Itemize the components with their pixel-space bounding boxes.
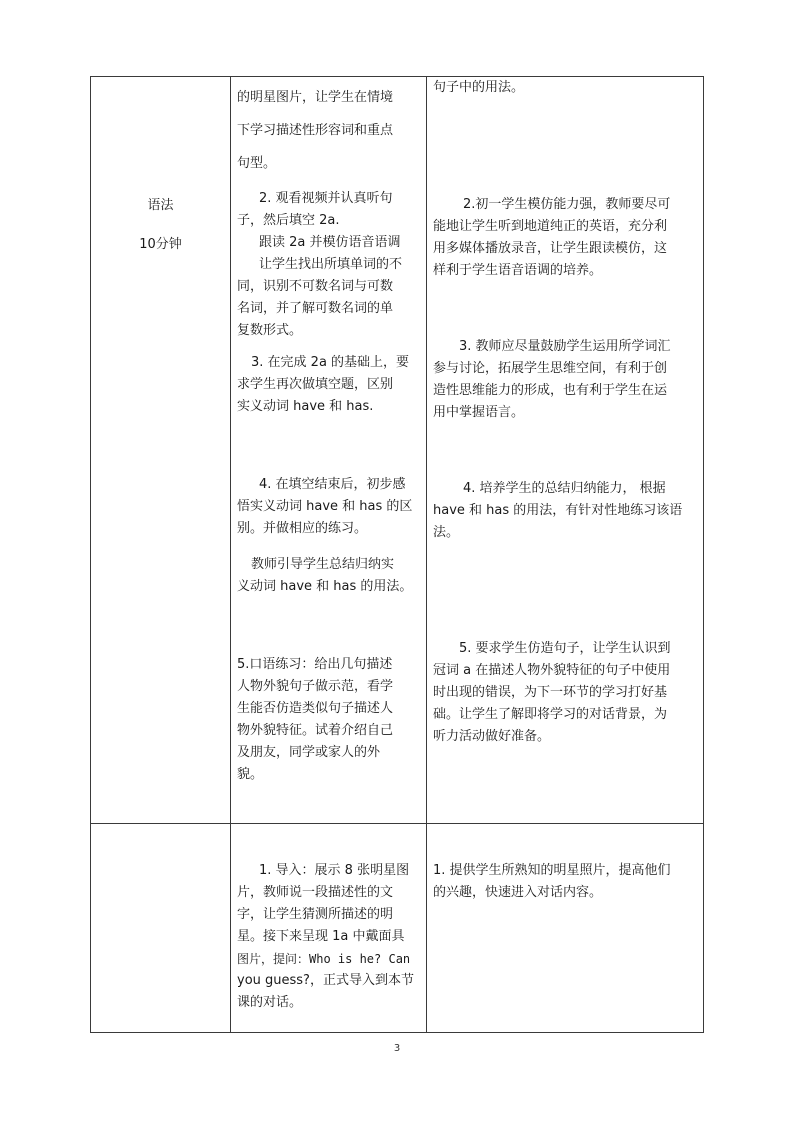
table-row — [91, 824, 704, 1033]
text-line: 课的对话。 — [237, 995, 303, 1010]
activity-paragraph — [237, 352, 420, 418]
text-line: 悟实义动词 have 和 has 的区 — [237, 499, 413, 514]
text-line: 貌。 — [237, 767, 264, 782]
intent-paragraph — [433, 194, 697, 282]
text-line: have 和 has 的用法，有针对性地练习该语 — [433, 503, 683, 518]
activity-paragraph — [237, 554, 420, 598]
stage-cell — [91, 77, 231, 824]
text-line: 冠词 a 在描述人物外貌特征的句子中使用 — [433, 663, 671, 678]
text-line: 实义动词 have 和 has. — [237, 399, 374, 414]
text-line: 造性思维能力的形成，也有利于学生在运 — [433, 383, 668, 398]
intent-cell — [427, 77, 704, 824]
text-line: 物外貌特征。试着介绍自己 — [237, 723, 394, 738]
text-line: 能地让学生听到地道纯正的英语，充分利 — [433, 219, 668, 234]
table-row — [91, 77, 704, 824]
lesson-plan-table — [90, 76, 704, 1033]
intent-paragraph — [433, 77, 697, 99]
text-line: 时出现的错误，为下一环节的学习打好基 — [433, 685, 668, 700]
activities-cell — [231, 824, 427, 1033]
text-line: 用中掌握语言。 — [433, 405, 525, 420]
text-line: 求学生再次做填空题，区别 — [237, 377, 394, 392]
activity-paragraph — [237, 474, 420, 540]
text-line: 1. 导入：展示 8 张明星图 — [259, 863, 410, 878]
text-line: 法。 — [433, 525, 460, 540]
text-line: 用多媒体播放录音，让学生跟读模仿，这 — [433, 241, 668, 256]
text-line: 复数形式。 — [237, 323, 303, 338]
text-line: 1. 提供学生所熟知的明星照片，提高他们 — [433, 863, 671, 878]
text-line: 名词，并了解可数名词的单 — [237, 301, 394, 316]
intent-paragraph — [433, 336, 697, 424]
text-line: 4. 在填空结束后，初步感 — [259, 477, 406, 492]
text-line: 别。并做相应的练习。 — [237, 521, 368, 536]
text-line: 让学生找出所填单词的不 — [259, 257, 403, 272]
text-line: 础。让学生了解即将学习的对话背景，为 — [433, 707, 668, 722]
page-number: 3 — [393, 1043, 401, 1054]
stage-duration: 10分钟 — [139, 237, 182, 252]
text-line: 4. 培养学生的总结归纳能力， 根据 — [463, 481, 666, 496]
activities-cell — [231, 77, 427, 824]
text-line: 子，然后填空 2a. — [237, 213, 340, 228]
activity-paragraph — [237, 188, 420, 342]
text-line: 样利于学生语音语调的培养。 — [433, 263, 603, 278]
intent-paragraph — [433, 478, 697, 544]
text-line: 句型。 — [237, 156, 277, 171]
text-line: 2.初一学生模仿能力强，教师要尽可 — [463, 197, 671, 212]
text-line: 听力活动做好准备。 — [433, 729, 551, 744]
text-line: 人物外貌句子做示范，看学 — [237, 679, 394, 694]
activity-paragraph — [237, 860, 420, 1014]
text-line: 3. 教师应尽量鼓励学生运用所学词汇 — [459, 339, 671, 354]
intent-cell — [427, 824, 704, 1033]
text-line: 的兴趣，快速进入对话内容。 — [433, 885, 603, 900]
stage-cell — [91, 824, 231, 1033]
text-line: 参与讨论，拓展学生思维空间，有利于创 — [433, 361, 668, 376]
text-line: 5.口语练习：给出几句描述 — [237, 657, 393, 672]
activity-paragraph — [237, 81, 420, 180]
text-line: 2. 观看视频并认真听句 — [259, 191, 393, 206]
intent-paragraph — [433, 638, 697, 748]
text-line: 及朋友，同学或家人的外 — [237, 745, 381, 760]
text-line: 字，让学生猜测所描述的明 — [237, 907, 394, 922]
text-line: 星。接下来呈现 1a 中戴面具 — [237, 929, 405, 944]
intent-paragraph — [433, 860, 697, 904]
text-line: 下学习描述性形容词和重点 — [237, 123, 394, 138]
text-line: 的明星图片，让学生在情境 — [237, 90, 394, 105]
text-line: 跟读 2a 并模仿语音语调 — [259, 235, 401, 250]
text-line: 图片，提问：Who is he? Can — [237, 952, 411, 966]
text-line: 片，教师说一段描述性的文 — [237, 885, 394, 900]
text-line: 同，识别不可数名词与可数 — [237, 279, 394, 294]
text-line: 生能否仿造类似句子描述人 — [237, 701, 394, 716]
text-line: 句子中的用法。 — [433, 80, 525, 95]
text-line: 义动词 have 和 has 的用法。 — [237, 579, 413, 594]
text-line: 教师引导学生总结归纳实 — [251, 557, 395, 572]
text-line: 5. 要求学生仿造句子，让学生认识到 — [459, 641, 671, 656]
activity-paragraph — [237, 654, 420, 786]
text-line: you guess?，正式导入到本节 — [237, 973, 414, 988]
text-line: 3. 在完成 2a 的基础上，要 — [251, 355, 410, 370]
stage-name: 语法 — [147, 198, 174, 213]
